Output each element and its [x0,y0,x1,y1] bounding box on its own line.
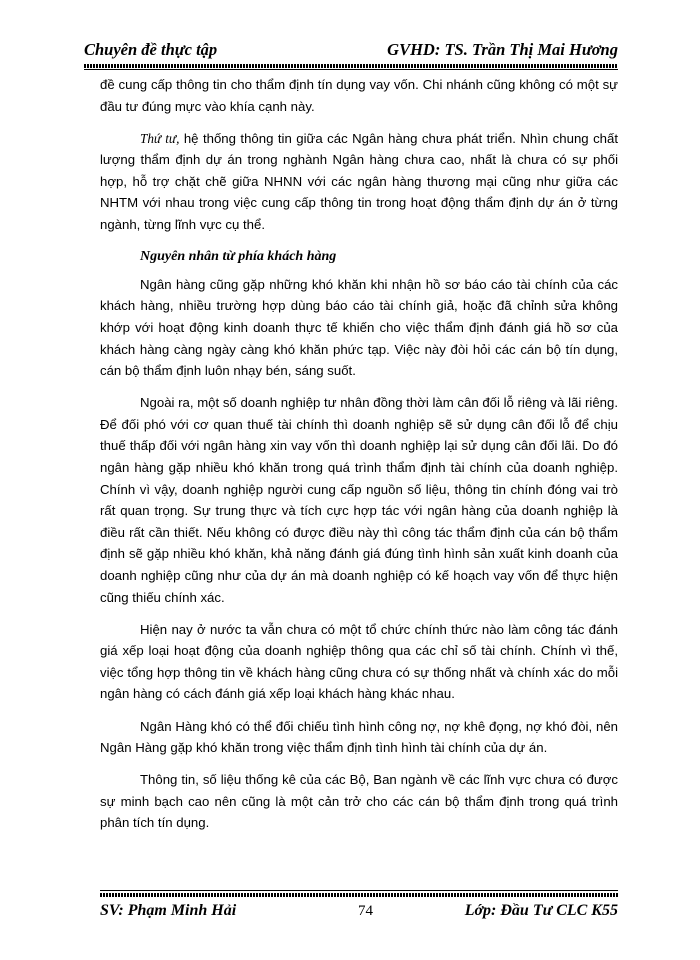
paragraph-3: Ngân hàng cũng gặp những khó khăn khi nhận hồ sơ báo cáo tài chính của các khách hàng, nhiều trường hợp dùng báo cáo tài chính giả, hoặc đã chỉnh sửa không khớp với hoạt động kinh doanh thực tế khiến cho việc thẩm định đánh giá hồ sơ của khách hàng càng ngày càng khó khăn phức tạp. Việc này đòi hỏi các cán bộ tín dụng, cán bộ thẩm định luôn nhạy bén, sáng suốt. [100,276,618,379]
paragraph-6: Ngân Hàng khó có thể đối chiếu tình hình công nợ, nợ khê đọng, nợ khó đòi, nên Ngân Hàng gặp khó khăn trong việc thẩm định tình hình tài chính của dự án. [100,718,618,756]
footer-divider [100,893,618,897]
paragraph-1: đề cung cấp thông tin cho thẩm định tín dụng vay vốn. Chi nhánh cũng không có một sự đầu tư đúng mực vào khía cạnh này. [100,77,618,114]
footer-class: Lớp: Đầu Tư CLC K55 [464,902,618,919]
paragraph-2 [100,128,618,236]
paragraph-2-text: hệ thống thông tin giữa các Ngân hàng chưa phát triển. Nhìn chung chất lượng thẩm định dự án trong nghành Ngân hàng chưa cao, nhất là chưa có sự phối hợp, hỗ trợ chặt chẽ giữa NHNN với các ngân hàng thương mại cũng như giữa các NHTM với nhau trong việc cung cấp thông tin trong hoạt động thẩm định dự án ở từng ngành, từng lĩnh vực cụ thể. [100,130,618,233]
section-heading: Nguyên nhân từ phía khách hàng [140,249,337,265]
page-number: 74 [357,903,373,919]
header-advisor: GVHD: TS. Trần Thị Mai Hương [387,40,618,59]
document-body [100,74,618,845]
page-header [84,40,618,60]
footer-student: SV: Phạm Minh Hải [100,902,237,919]
paragraph-2-lead: Thứ tư, [140,130,180,146]
paragraph-4: Ngoài ra, một số doanh nghiệp tư nhân đồng thời làm cân đối lỗ riêng và lãi riêng. Để đối phó với cơ quan thuế tài chính thì doanh nghiệp sẽ sử dụng cân đối lỗ để chịu thuế thấp đối với ngân hàng xin vay vốn thì doanh nghiệp lại sử dụng cân đối lãi. Do đó ngân hàng gặp nhiều khó khăn trong quá trình thẩm định tài chính của doanh nghiệp. Chính vì vậy, doanh nghiệp người cung cấp nguồn số liệu, thông tin chính đóng vai trò rất quan trọng. Sự trung thực và tích cực hợp tác với ngân hàng của doanh nghiệp là điều rất cần thiết. Nếu không có được điều này thì công tác thẩm định của cán bộ thẩm định sẽ gặp nhiều khó khăn, khả năng đánh giá đúng tình hình sản xuất kinh doanh của doanh nghiệp cũng như của dự án mà doanh nghiệp có kế hoạch vay vốn để thực hiện cũng thiếu chính xác. [100,395,618,605]
page-footer [100,902,618,920]
header-title: Chuyên đề thực tập [84,40,218,59]
paragraph-5: Hiện nay ở nước ta vẫn chưa có một tổ chức chính thức nào làm công tác đánh giá xếp loại hoạt động của doanh nghiệp thông qua các chỉ số tài chính. Chính vì thế, việc tổng hợp thông tin về khách hàng cũng chưa có sự thống nhất và chính xác do mỗi ngân hàng có cách đánh giá xếp loại khách hàng khác nhau. [100,621,618,702]
header-divider [84,64,618,68]
paragraph-7: Thông tin, số liệu thống kê của các Bộ, Ban ngành về các lĩnh vực chưa có được sự minh bạch cao nên cũng là một cản trở cho các cán bộ thẩm định trong quá trình phân tích tín dụng. [100,772,618,831]
